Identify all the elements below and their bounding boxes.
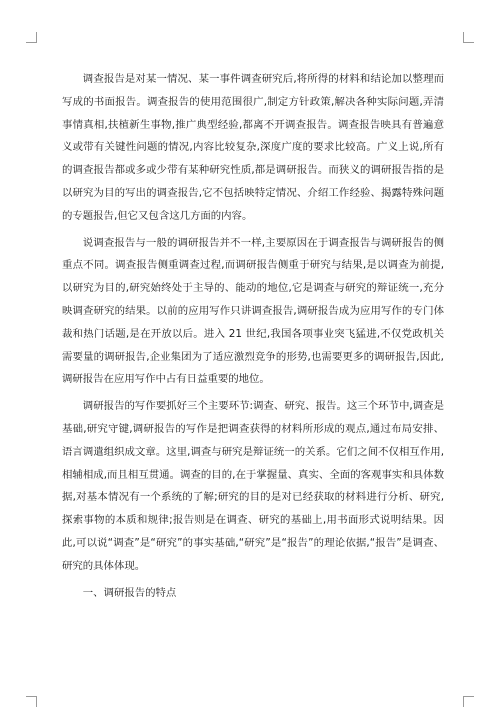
document-body [62,68,444,604]
crop-mark-bottom-right [463,696,474,707]
paragraph-3: 调研报告的写作要抓好三个主要环节:调查、研究、报告。这三个环节中,调查是基础,研究守键,调研报告的写作是把调查获得的材料所形成的观点,通过布局安排、语言调遣组织成文章。这里,调查与研究是辩证统一的关系。它们之间不仅相互作用,相辅相成,而且相互贯通。调查的目的,在于掌握量、真实、全面的客观事实和具体数据,对基本情况有一个系统的了解;研究的目的是对已经获取的材料进行分析、研究,探索事物的本质和规律;报告则是在调查、研究的基础上,用书面形式说明结果。因此,可以说“调查”是“研究”的事实基础,“研究”是“报告”的理论依据,“报告”是调查、研究的具体体现。 [62,400,444,572]
paragraph-1: 调查报告是对某一情况、某一事件调查研究后,将所得的材料和结论加以整理而写成的书面报告。调查报告的使用范围很广,制定方针政策,解决各种实际问题,弄清事情真相,扶植新生事物,推广典型经验,都离不开调查报告。调查报告映具有普遍意义或带有关键性问题的情况,内容比较复杂,深度广度的要求比较高。广义上说,所有的调查报告都或多或少带有某种研究性质,都是调研报告。而狭义的调研报告指的是以研究为目的写出的调查报告,它不包括映特定情况、介绍工作经验、揭露特殊问题的专题报告,但它又包含这几方面的内容。 [62,73,444,222]
crop-mark-top-right [463,32,474,43]
crop-mark-bottom-left [26,696,37,707]
paragraph-2: 说调查报告与一般的调研报告并不一样,主要原因在于调查报告与调研报告的侧重点不同。调查报告侧重调查过程,而调研报告侧重于研究与结果,是以调查为前提,以研究为目的,研究始终处于主导的、能动的地位,它是调查与研究的辩证统一,充分映调查研究的结果。以前的应用写作只讲调查报告,调研报告成为应用写作的专门体裁和热门话题,是在开放以后。进入 21 世纪,我国各项事业突飞猛进,不仅党政机关需要量的调研报告,企业集团为了适应激烈竞争的形势,也需要更多的调研报告,因此,调研报告在应用写作中占有日益重要的地位。 [62,236,444,386]
section-heading: 一、调研报告的特点 [82,586,177,599]
crop-mark-top-left [26,32,37,43]
